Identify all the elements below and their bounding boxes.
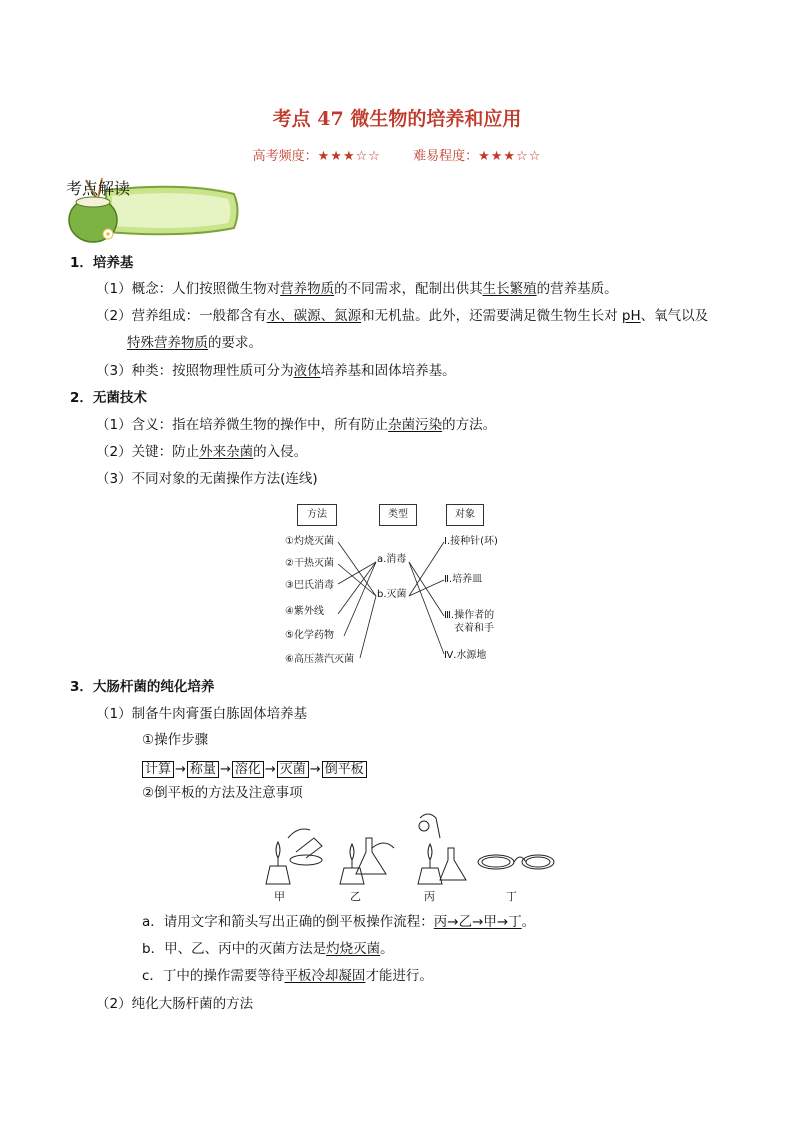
object-item: 衣着和手 [454, 623, 494, 634]
s2-line-key [96, 443, 307, 462]
s1-l1-answer-2: 生长繁殖 [482, 281, 537, 297]
alcohol-lamp-icon [418, 844, 442, 884]
s3-line-prepare: （1）制备牛肉膏蛋白胨固体培养基 [96, 706, 308, 722]
qa-answer: 丙→乙→甲→丁 [433, 914, 522, 930]
s1-l2-answer-1: 水、碳源、氮源 [266, 308, 362, 324]
s1-l2-text: （2）营养组成：一般都含有 [96, 308, 267, 324]
column-header-method: 方法 [297, 504, 337, 526]
flow-step: 称量 [187, 761, 219, 778]
s1-l3-text: 的要求。 [208, 335, 262, 351]
s1-l1-answer-1: 营养物质 [280, 281, 335, 297]
s3-question-a [142, 913, 535, 932]
s2-l2-answer: 外来杂菌 [199, 444, 254, 460]
figure-caption: 乙 [350, 890, 361, 903]
qa-text-2: 。 [521, 914, 536, 930]
qc-text-2: 才能进行。 [365, 968, 433, 984]
difficulty-label: 难易程度： [413, 149, 479, 164]
lab-drawings [248, 808, 558, 888]
qb-text: b．甲、乙、丙中的灭菌方法是 [142, 941, 327, 957]
operation-flow [142, 758, 367, 777]
s1-line-types [96, 362, 456, 381]
flask-icon [356, 838, 394, 874]
s2-l2-text-2: 的入侵。 [253, 444, 308, 460]
object-item: Ⅳ.水源地 [444, 650, 487, 661]
method-item: ④紫外线 [285, 606, 324, 617]
flow-step: 溶化 [232, 761, 264, 778]
qa-text: a．请用文字和箭头写出正确的倒平板操作流程： [142, 914, 434, 930]
method-item: ⑥高压蒸汽灭菌 [285, 654, 354, 665]
object-item: Ⅰ.接种针(环) [444, 536, 498, 547]
s1-l4-text: （3）种类：按照物理性质可分为 [96, 363, 294, 379]
s1-l3-answer: 特殊营养物质 [127, 335, 208, 351]
qc-answer: 平板冷却凝固 [284, 968, 366, 984]
s3-line-purify: （2）纯化大肠杆菌的方法 [96, 996, 254, 1012]
column-header-object: 对象 [446, 504, 484, 526]
page-title: 考点 47 微生物的培养和应用 [272, 108, 522, 130]
frequency-group [253, 145, 381, 164]
difficulty-stars: ★★★☆☆ [478, 149, 542, 164]
type-item: b.灭菌 [377, 589, 407, 600]
frequency-stars: ★★★☆☆ [317, 149, 381, 164]
s1-l4-answer: 液体 [293, 363, 321, 379]
flow-arrow: → [219, 762, 231, 777]
method-item: ②干热灭菌 [285, 558, 334, 569]
flow-arrow: → [309, 762, 321, 777]
qb-answer: 灼烧灭菌 [326, 941, 381, 957]
petri-dishes-icon [478, 855, 554, 869]
s3-question-c [142, 967, 433, 986]
s3-line-steps: ①操作步骤 [142, 732, 209, 748]
method-item: ③巴氏消毒 [285, 580, 334, 591]
s1-l1-text-2: 的不同需求，配制出供其 [334, 281, 483, 297]
section-2-heading: 2．无菌技术 [70, 390, 147, 406]
figure-caption: 丁 [506, 890, 517, 903]
s2-line-methods: （3）不同对象的无菌操作方法(连线) [96, 471, 318, 487]
s1-l2-text-3: 、氧气以及 [640, 308, 709, 324]
method-item: ①灼烧灭菌 [285, 536, 334, 547]
difficulty-row [0, 145, 794, 164]
s3-line-pouring: ②倒平板的方法及注意事项 [142, 785, 303, 801]
s1-l4-text-2: 培养基和固体培养基。 [320, 363, 456, 379]
s1-line-concept [96, 280, 618, 299]
s1-line-composition-cont [127, 334, 262, 353]
object-item: Ⅲ.操作者的 [444, 610, 495, 621]
object-item: Ⅱ.培养皿 [444, 574, 483, 585]
plate-pouring-illustration [248, 808, 558, 903]
s1-line-composition [96, 307, 708, 326]
s1-l2-answer-2: pH [621, 308, 641, 324]
s2-l1-text-2: 的方法。 [442, 417, 497, 433]
flow-arrow: → [175, 762, 186, 777]
alcohol-lamp-icon [266, 842, 290, 884]
qc-text: c．丁中的操作需要等待 [142, 968, 285, 984]
flow-arrow: → [264, 762, 276, 777]
figure-caption: 甲 [274, 890, 285, 903]
flow-step: 倒平板 [322, 761, 367, 778]
column-header-type: 类型 [379, 504, 417, 526]
figure-caption: 丙 [424, 890, 435, 903]
s1-l1-text: （1）概念：人们按照微生物对 [96, 281, 281, 297]
section-3-heading: 3．大肠杆菌的纯化培养 [70, 679, 215, 695]
s3-question-b [142, 940, 394, 959]
badge-label: 考点解读 [66, 179, 131, 198]
s2-l2-text: （2）关键：防止 [96, 444, 200, 460]
s2-l1-text: （1）含义：指在培养微生物的操作中，所有防止 [96, 417, 389, 433]
flask-with-hand-icon [419, 814, 466, 880]
petri-dish-pouring-icon [288, 829, 322, 865]
frequency-label: 高考频度： [252, 149, 318, 164]
s1-l2-text-2: 和无机盐。此外，还需要满足微生物生长对 [361, 308, 622, 324]
s2-line-meaning [96, 416, 496, 435]
s1-l1-text-3: 的营养基质。 [536, 281, 618, 297]
sterilization-matching-diagram [272, 496, 522, 672]
type-item: a.消毒 [377, 554, 407, 565]
flow-step: 灭菌 [277, 761, 309, 778]
flow-step: 计算 [142, 761, 174, 778]
s2-l1-answer: 杂菌污染 [388, 417, 443, 433]
section-1-heading: 1．培养基 [70, 255, 134, 271]
difficulty-group [413, 145, 541, 164]
qb-text-2: 。 [380, 941, 394, 957]
method-item: ⑤化学药物 [285, 630, 334, 641]
